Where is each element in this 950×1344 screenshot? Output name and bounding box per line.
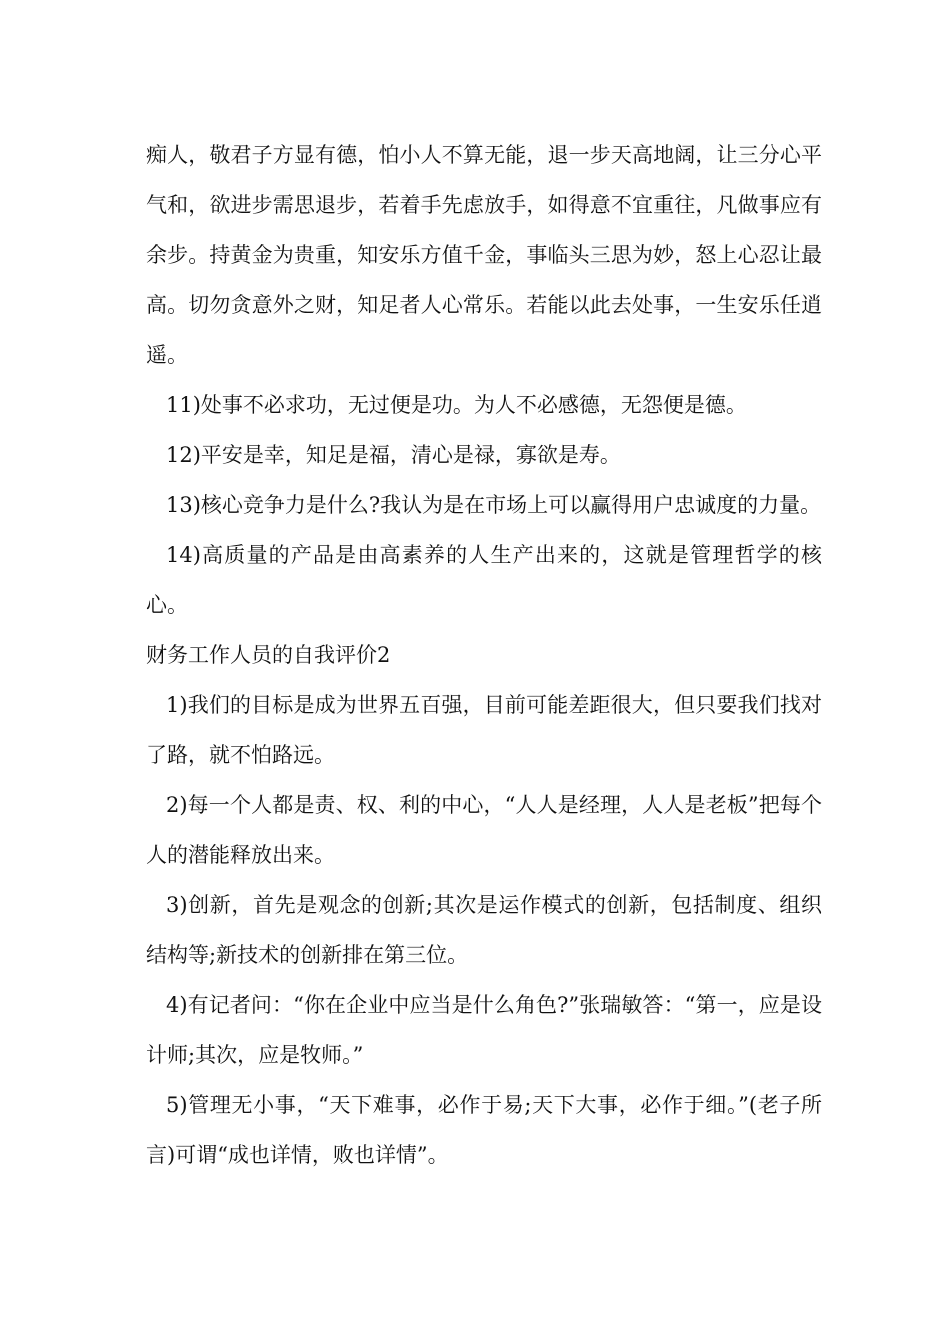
section-heading: 财务工作人员的自我评价2 <box>146 643 391 667</box>
paragraph-item-12: 12)平安是幸，知足是福，清心是禄，寡欲是寿。 <box>166 443 621 467</box>
paragraph-item-14: 14)高质量的产品是由高素养的人生产出来的，这就是管理哲学的核心。 <box>146 543 822 617</box>
document-body <box>146 130 822 1180</box>
paragraph-item-3: 3)创新，首先是观念的创新;其次是运作模式的创新，包括制度、组织结构等;新技术的创新排在第三位。 <box>146 893 822 967</box>
paragraph-item-4: 4)有记者问：“你在企业中应当是什么角色?”张瑞敏答：“第一，应是设计师;其次，应是牧师。” <box>146 993 822 1067</box>
paragraph-item-1: 1)我们的目标是成为世界五百强，目前可能差距很大，但只要我们找对了路，就不怕路远。 <box>146 693 822 767</box>
paragraph-continuation: 痴人，敬君子方显有德，怕小人不算无能，退一步天高地阔，让三分心平气和，欲进步需思退步，若着手先虑放手，如得意不宜重往，凡做事应有余步。持黄金为贵重，知安乐方值千金，事临头三思为妙，怒上心忍让最高。切勿贪意外之财，知足者人心常乐。若能以此去处事，一生安乐任逍遥。 <box>146 143 822 367</box>
paragraph-item-13: 13)核心竞争力是什么?我认为是在市场上可以赢得用户忠诚度的力量。 <box>166 493 822 517</box>
paragraph-item-5: 5)管理无小事，“天下难事，必作于易;天下大事，必作于细。”(老子所言)可谓“成也详情，败也详情”。 <box>146 1093 822 1167</box>
paragraph-item-11: 11)处事不必求功，无过便是功。为人不必感德，无怨便是德。 <box>166 393 747 417</box>
paragraph-item-2: 2)每一个人都是责、权、利的中心，“人人是经理，人人是老板”把每个人的潜能释放出来。 <box>146 793 822 867</box>
